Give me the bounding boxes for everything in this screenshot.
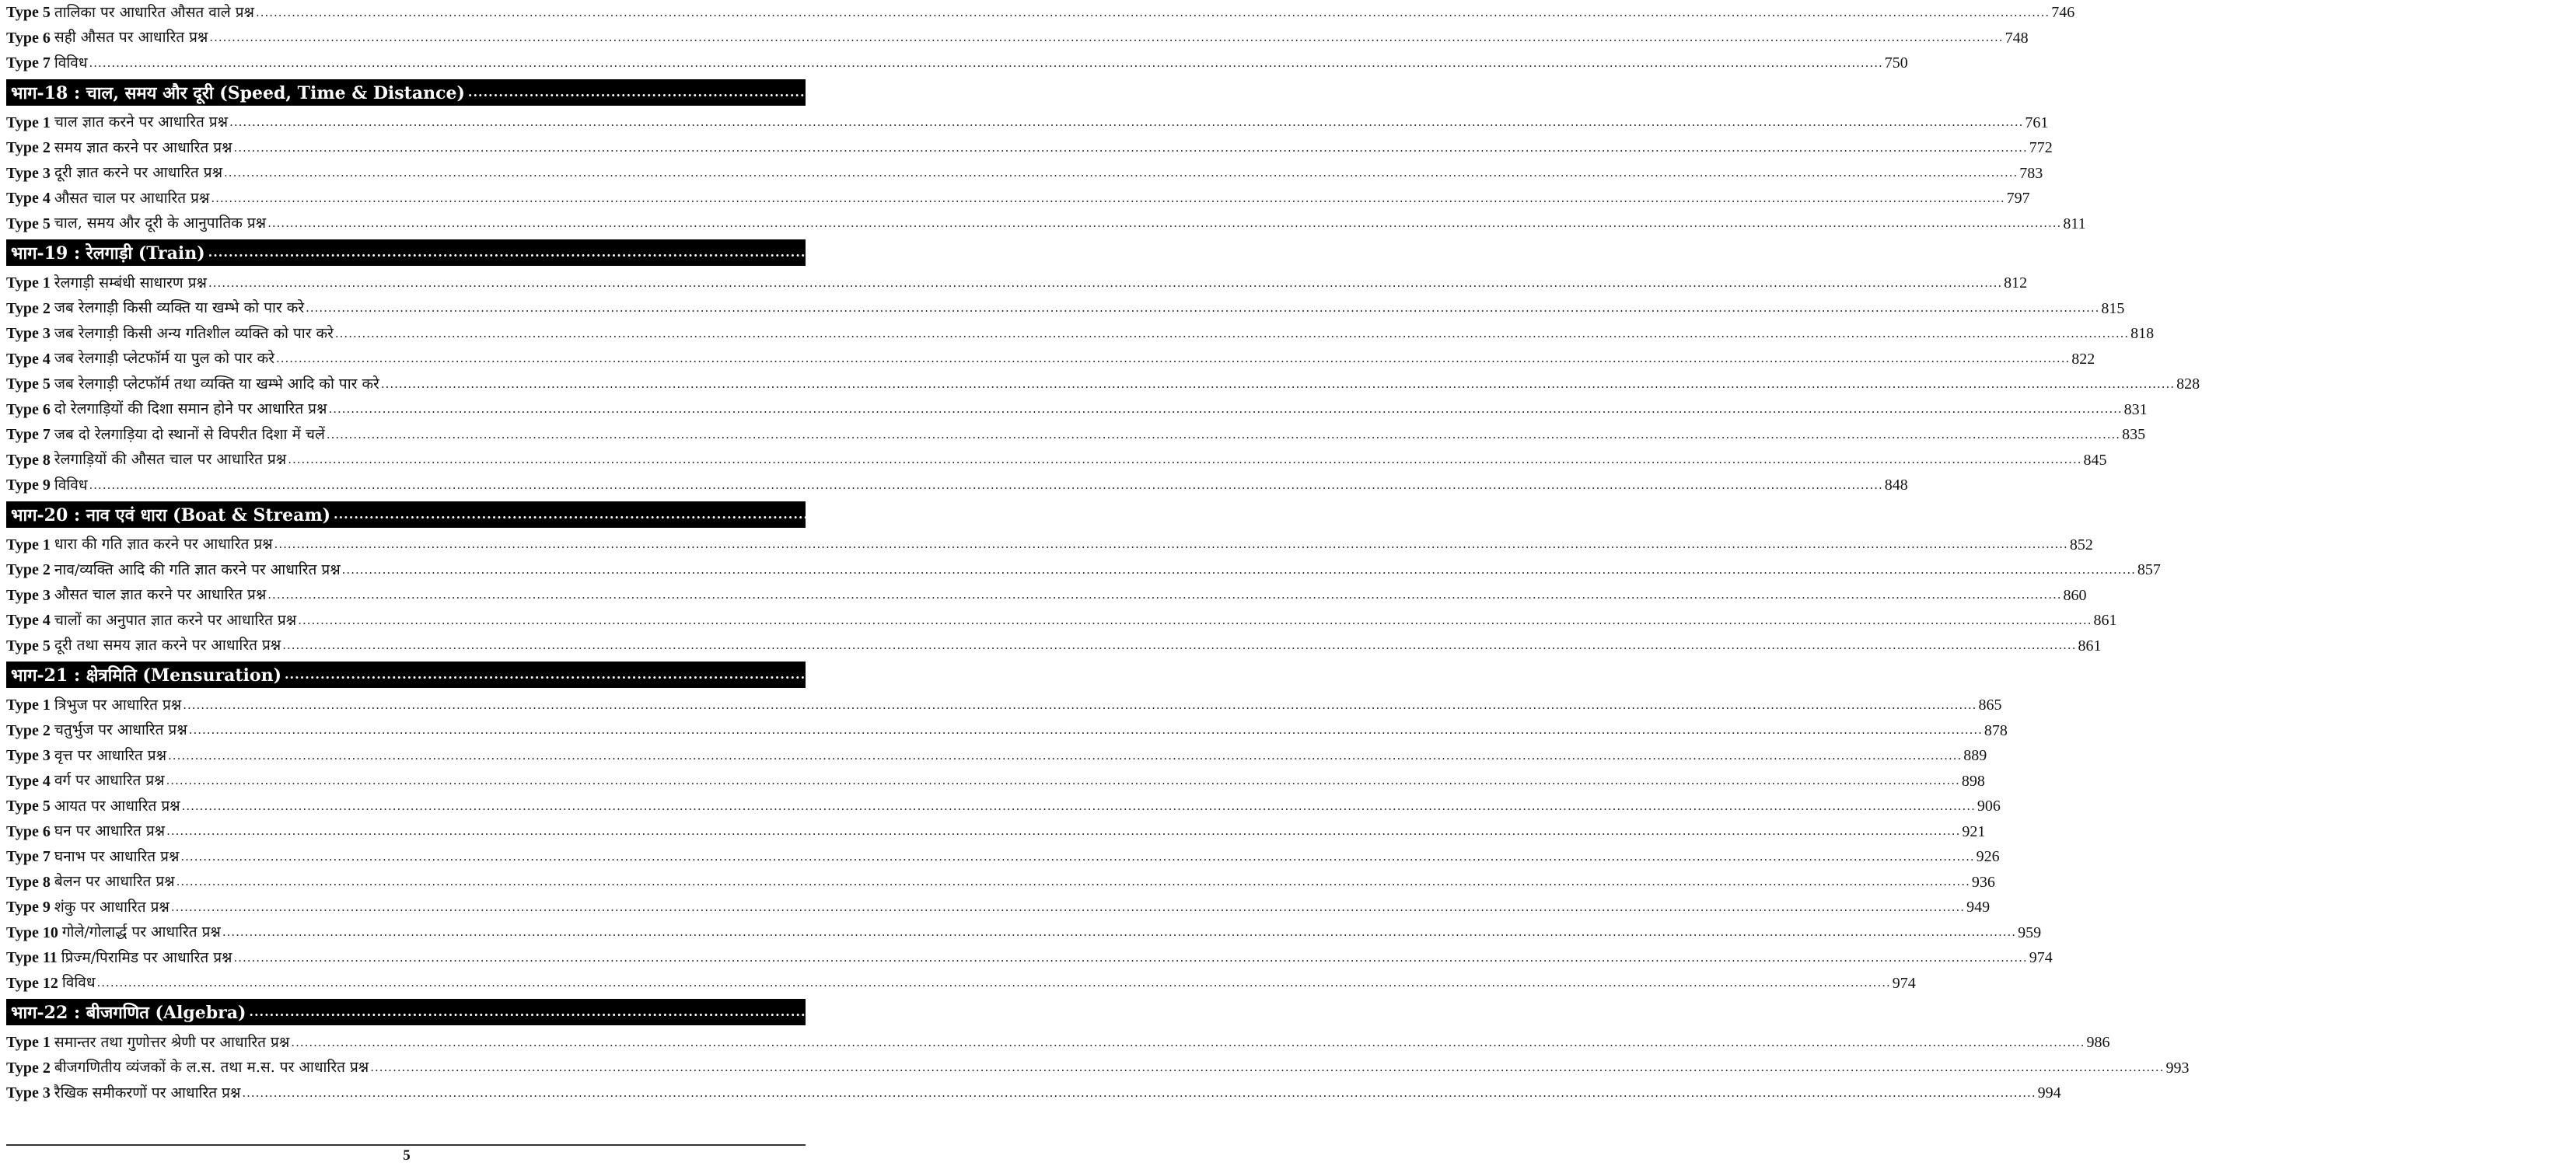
dot-leader: ................................................................................................................................................................................................................................................................................................................................................................................................................ (242, 1085, 2036, 1100)
dot-leader: ................................................................................................................................................................................................................................................................................................................................................................................................................ (233, 140, 2028, 155)
entry-page-number: 761 (2025, 113, 2049, 131)
entry-page-number: 750 (1884, 54, 1908, 72)
dot-leader: ................................................................................................................................................................................................................................................................................................................................................................................................................ (168, 748, 1963, 763)
entry-type: Type 7 (6, 426, 51, 444)
entry-title: चाल ज्ञात करने पर आधारित प्रश्न (54, 113, 229, 131)
table-of-contents (6, 0, 2576, 1166)
entry-page-number: 936 (1971, 873, 1995, 891)
entry-page-number: 845 (2083, 451, 2107, 469)
entry-title: दो रेलगाड़ियों की दिशा समान होने पर आधारित प्रश्न (54, 400, 327, 418)
toc-entry (6, 895, 1991, 920)
entry-type: Type 1 (6, 274, 51, 292)
entry-title: रेलगाड़ी सम्बंधी साधारण प्रश्न (54, 274, 207, 292)
dot-leader: ................................................................................................................................................................................................................................................................................................................................................................................................................ (380, 376, 2176, 391)
entry-type: Type 11 (6, 949, 58, 967)
dot-leader: ................................................................................................................................................................................................................................................................................................................................................................................................................ (274, 537, 2068, 551)
entry-title: प्रिज्म/पिरामिड पर आधारित प्रश्न (61, 948, 232, 966)
entry-page-number: 831 (2123, 400, 2148, 418)
toc-entry (6, 557, 2161, 583)
entry-type: Type 7 (6, 848, 51, 866)
entry-title: विविध (61, 974, 96, 992)
toc-entry (6, 718, 2008, 744)
entry-type: Type 1 (6, 113, 51, 131)
entry-page-number: 812 (2004, 274, 2028, 292)
dot-leader: ................................................................................................................................................................................................................................................................................................................................................................................................................ (288, 452, 2082, 466)
toc-entry (6, 51, 1908, 76)
dot-leader: ................................................................................................................................................................................................................................................................................................................................................................................................................ (176, 874, 1970, 888)
toc-entry (6, 1030, 2110, 1056)
dot-leader: ................................................................................................................................................................................................................................................................................................................................................................................................................ (170, 899, 1966, 914)
entry-title: बीजगणितीय व्यंजकों के ल.स. तथा म.स. पर आधारित प्रश्न (54, 1059, 369, 1077)
entry-page-number: 949 (1966, 899, 1991, 916)
entry-title: आयत पर आधारित प्रश्न (54, 797, 180, 815)
section-title: भाग-21 : क्षेत्रमिति (Mensuration) (11, 665, 281, 686)
entry-type: Type 5 (6, 215, 51, 232)
entry-type: Type 2 (6, 139, 51, 157)
entry-title: चतुर्भुज पर आधारित प्रश्न (54, 721, 187, 739)
toc-entry (6, 26, 2029, 51)
section-header (6, 501, 2443, 528)
entry-page-number: 822 (2071, 350, 2095, 368)
toc-entry (6, 110, 2049, 136)
entry-title: वृत्त पर आधारित प्रश्न (54, 746, 167, 764)
entry-title: तालिका पर आधारित औसत वाले प्रश्न (54, 3, 254, 21)
toc-entry (6, 211, 2086, 237)
entry-title: दूरी तथा समय ज्ञात करने पर आधारित प्रश्न (54, 637, 281, 655)
dot-leader: ................................................................................................................................................................................................................................................................................................................................................................................................................ (284, 667, 2329, 682)
dot-leader: ................................................................................................................................................................................................................................................................................................................................................................................................................ (328, 402, 2123, 416)
toc-entry (6, 397, 2148, 423)
section-title: भाग-18 : चाल, समय और दूरी (Speed, Time & Distance) (11, 82, 465, 103)
entry-title: नाव/व्यक्ति आदि की गति ज्ञात करने पर आधारित प्रश्न (54, 560, 341, 578)
toc-entry (6, 583, 2087, 609)
toc-entry (6, 634, 2102, 659)
entry-title: दूरी ज्ञात करने पर आधारित प्रश्न (54, 164, 223, 182)
entry-title: रेलगाड़ियों की औसत चाल पर आधारित प्रश्न (54, 451, 287, 469)
dot-leader: ................................................................................................................................................................................................................................................................................................................................................................................................................ (276, 351, 2071, 365)
section-page-range: 865-985 (2331, 664, 2394, 685)
toc-entry (6, 794, 2001, 819)
entry-title: धारा की गति ज्ञात करने पर आधारित प्रश्न (54, 536, 273, 553)
dot-leader: ................................................................................................................................................................................................................................................................................................................................................................................................................ (334, 506, 2378, 522)
entry-page-number: 993 (2165, 1059, 2190, 1077)
entry-title: बेलन पर आधारित प्रश्न (54, 873, 175, 891)
entry-page-number: 772 (2029, 139, 2053, 157)
dot-leader: ................................................................................................................................................................................................................................................................................................................................................................................................................ (183, 697, 1977, 712)
toc-entry (6, 693, 2002, 718)
section-page-range: 812-851 (2254, 242, 2317, 263)
entry-page-number: 898 (1961, 772, 1985, 790)
entry-title: घन पर आधारित प्रश्न (54, 822, 166, 840)
entry-page-number: 926 (1976, 848, 2000, 866)
toc-entry (6, 372, 2200, 397)
toc-entry (6, 945, 2053, 971)
dot-leader: ................................................................................................................................................................................................................................................................................................................................................................................................................ (89, 55, 1883, 70)
dot-leader: ................................................................................................................................................................................................................................................................................................................................................................................................................ (282, 638, 2077, 652)
entry-page-number: 746 (2051, 4, 2075, 22)
dot-leader: ................................................................................................................................................................................................................................................................................................................................................................................................................ (211, 190, 2005, 205)
entry-page-number: 828 (2176, 375, 2200, 393)
entry-type: Type 9 (6, 477, 51, 494)
toc-entry (6, 769, 1985, 794)
entry-type: Type 5 (6, 637, 51, 655)
entry-type: Type 3 (6, 1084, 51, 1102)
entry-title: जब रेलगाड़ी प्लेटफॉर्म तथा व्यक्ति या खम्भे आदि को पार करे (54, 375, 379, 393)
entry-title: समान्तर तथा गुणोत्तर श्रेणी पर आधारित प्रश्न (54, 1033, 290, 1051)
section-header (6, 239, 2317, 266)
toc-entry (6, 161, 2043, 187)
entry-type: Type 5 (6, 798, 51, 815)
entry-type: Type 4 (6, 772, 51, 790)
entry-type: Type 3 (6, 586, 51, 604)
dot-leader: ................................................................................................................................................................................................................................................................................................................................................................................................................ (341, 562, 2136, 577)
entry-page-number: 783 (2019, 164, 2043, 182)
section-page-range: 852-864 (2380, 504, 2443, 524)
entry-page-number: 921 (1962, 822, 1986, 840)
toc-entry (6, 1080, 2061, 1106)
entry-type: Type 2 (6, 561, 51, 579)
section-header (6, 662, 2394, 688)
entry-page-number: 861 (2078, 637, 2102, 655)
entry-type: Type 1 (6, 696, 51, 714)
toc-entry (6, 870, 1995, 895)
entry-page-number: 865 (1978, 696, 2002, 714)
footer-rule (6, 1144, 806, 1146)
page-number: 5 (403, 1147, 411, 1164)
entry-type: Type 3 (6, 325, 51, 343)
entry-title: शंकु पर आधारित प्रश्न (54, 898, 170, 916)
toc-entry (6, 271, 2028, 296)
entry-page-number: 818 (2130, 325, 2155, 343)
entry-title: त्रिभुज पर आधारित प्रश्न (54, 696, 182, 714)
toc-entry (6, 422, 2146, 448)
toc-entry (6, 1056, 2190, 1081)
toc-entry (6, 448, 2107, 473)
dot-leader: ................................................................................................................................................................................................................................................................................................................................................................................................................ (188, 723, 1983, 737)
entry-title: चाल, समय और दूरी के आनुपातिक प्रश्न (54, 215, 267, 232)
toc-entry (6, 473, 1908, 498)
toc-entry (6, 0, 2075, 26)
toc-entry (6, 296, 2125, 322)
entry-title: सही औसत पर आधारित प्रश्न (54, 29, 208, 47)
toc-entry (6, 971, 1916, 997)
dot-leader: ................................................................................................................................................................................................................................................................................................................................................................................................................ (298, 613, 2092, 627)
entry-type: Type 5 (6, 375, 51, 393)
entry-page-number: 994 (2037, 1084, 2061, 1102)
dot-leader: ................................................................................................................................................................................................................................................................................................................................................................................................................ (249, 1004, 2293, 1019)
dot-leader: ................................................................................................................................................................................................................................................................................................................................................................................................................ (208, 275, 2003, 290)
toc-entry (6, 321, 2155, 347)
dot-leader: ................................................................................................................................................................................................................................................................................................................................................................................................................ (209, 30, 2004, 44)
dot-leader: ................................................................................................................................................................................................................................................................................................................................................................................................................ (166, 824, 1961, 838)
entry-page-number: 815 (2101, 299, 2125, 317)
entry-title: वर्ग पर आधारित प्रश्न (54, 772, 165, 790)
dot-leader: ................................................................................................................................................................................................................................................................................................................................................................................................................ (267, 588, 2062, 602)
dot-leader: ................................................................................................................................................................................................................................................................................................................................................................................................................ (326, 427, 2121, 442)
toc-entry (6, 347, 2095, 372)
entry-title: घनाभ पर आधारित प्रश्न (54, 847, 180, 865)
entry-type: Type 3 (6, 747, 51, 765)
entry-type: Type 4 (6, 190, 51, 208)
section-page-range: 761-811 (2515, 82, 2576, 102)
entry-type: Type 10 (6, 923, 58, 941)
entry-type: Type 8 (6, 873, 51, 891)
section-page-range: 986-1038 (2295, 1001, 2368, 1022)
entry-page-number: 811 (2063, 215, 2086, 232)
entry-title: रैखिक समीकरणों पर आधारित प्रश्न (54, 1084, 241, 1101)
section-title: भाग-20 : नाव एवं धारा (Boat & Stream) (11, 504, 331, 525)
entry-type: Type 4 (6, 612, 51, 630)
toc-entry (6, 743, 1987, 769)
entry-title: जब रेलगाड़ी किसी व्यक्ति या खम्भे को पार करे (54, 299, 305, 317)
section-header (6, 999, 2368, 1025)
toc-entry (6, 186, 2030, 211)
entry-type: Type 12 (6, 974, 58, 992)
entry-type: Type 6 (6, 822, 51, 840)
toc-entry (6, 608, 2117, 634)
entry-page-number: 860 (2063, 586, 2087, 604)
toc-entry (6, 532, 2093, 558)
entry-page-number: 861 (2093, 612, 2117, 630)
dot-leader: ................................................................................................................................................................................................................................................................................................................................................................................................................ (306, 301, 2100, 315)
entry-title: समय ज्ञात करने पर आधारित प्रश्न (54, 138, 232, 156)
dot-leader: ................................................................................................................................................................................................................................................................................................................................................................................................................ (222, 925, 2017, 939)
entry-page-number: 889 (1963, 747, 1987, 765)
section-title: भाग-22 : बीजगणित (Algebra) (11, 1003, 246, 1023)
entry-type: Type 1 (6, 536, 51, 553)
entry-title: औसत चाल पर आधारित प्रश्न (54, 189, 210, 207)
entry-type: Type 2 (6, 1059, 51, 1077)
entry-page-number: 974 (2029, 949, 2053, 967)
entry-type: Type 4 (6, 350, 51, 368)
entry-title: चालों का अनुपात ज्ञात करने पर आधारित प्रश्न (54, 611, 297, 629)
entry-title: विविध (54, 54, 88, 72)
dot-leader: ................................................................................................................................................................................................................................................................................................................................................................................................................ (181, 798, 1976, 813)
entry-title: विविध (54, 476, 88, 494)
entry-page-number: 852 (2069, 536, 2093, 553)
entry-page-number: 835 (2122, 426, 2146, 444)
dot-leader: ................................................................................................................................................................................................................................................................................................................................................................................................................ (180, 849, 1975, 864)
dot-leader: ................................................................................................................................................................................................................................................................................................................................................................................................................ (208, 245, 2252, 260)
dot-leader: ................................................................................................................................................................................................................................................................................................................................................................................................................ (291, 1035, 2085, 1049)
dot-leader: ................................................................................................................................................................................................................................................................................................................................................................................................................ (229, 115, 2024, 129)
entry-page-number: 857 (2137, 561, 2161, 579)
dot-leader: ................................................................................................................................................................................................................................................................................................................................................................................................................ (233, 950, 2028, 965)
entry-title: जब रेलगाड़ी प्लेटफॉर्म या पुल को पार करे (54, 350, 274, 368)
entry-type: Type 8 (6, 451, 51, 469)
toc-entry (6, 920, 2042, 946)
entry-type: Type 1 (6, 1034, 51, 1052)
entry-page-number: 974 (1892, 974, 1916, 992)
entry-page-number: 848 (1884, 477, 1908, 494)
entry-page-number: 959 (2018, 923, 2042, 941)
dot-leader: ................................................................................................................................................................................................................................................................................................................................................................................................................ (96, 976, 1891, 990)
entry-page-number: 878 (1984, 721, 2008, 739)
entry-type: Type 7 (6, 54, 51, 72)
dot-leader: ................................................................................................................................................................................................................................................................................................................................................................................................................ (166, 773, 1960, 787)
entry-type: Type 6 (6, 400, 51, 418)
dot-leader: ................................................................................................................................................................................................................................................................................................................................................................................................................ (255, 5, 2050, 19)
entry-type: Type 2 (6, 299, 51, 317)
dot-leader: ................................................................................................................................................................................................................................................................................................................................................................................................................ (370, 1060, 2165, 1074)
entry-title: जब दो रेलगाड़िया दो स्थानों से विपरीत दिशा में चलें (54, 425, 325, 443)
dot-leader: ................................................................................................................................................................................................................................................................................................................................................................................................................ (89, 477, 1883, 492)
entry-type: Type 5 (6, 4, 51, 22)
toc-entry (6, 135, 2053, 161)
entry-page-number: 906 (1977, 798, 2001, 815)
dot-leader: ................................................................................................................................................................................................................................................................................................................................................................................................................ (334, 326, 2130, 340)
entry-type: Type 2 (6, 721, 51, 739)
entry-title: जब रेलगाड़ी किसी अन्य गतिशील व्यक्ति को पार करे (54, 324, 334, 342)
entry-page-number: 797 (2006, 190, 2030, 208)
entry-title: औसत चाल ज्ञात करने पर आधारित प्रश्न (54, 586, 267, 604)
section-header (6, 79, 2576, 106)
toc-entry (6, 819, 1986, 845)
entry-type: Type 6 (6, 29, 51, 47)
dot-leader: ................................................................................................................................................................................................................................................................................................................................................................................................................ (267, 216, 2062, 230)
entry-title: गोले/गोलार्द्ध पर आधारित प्रश्न (61, 923, 221, 941)
dot-leader: ................................................................................................................................................................................................................................................................................................................................................................................................................ (224, 166, 2019, 180)
entry-type: Type 9 (6, 899, 51, 916)
section-title: भाग-19 : रेलगाड़ी (Train) (11, 243, 205, 264)
entry-page-number: 986 (2086, 1034, 2110, 1052)
dot-leader: ................................................................................................................................................................................................................................................................................................................................................................................................................ (467, 84, 2512, 99)
entry-page-number: 748 (2005, 29, 2029, 47)
toc-entry (6, 844, 2000, 870)
entry-type: Type 3 (6, 164, 51, 182)
